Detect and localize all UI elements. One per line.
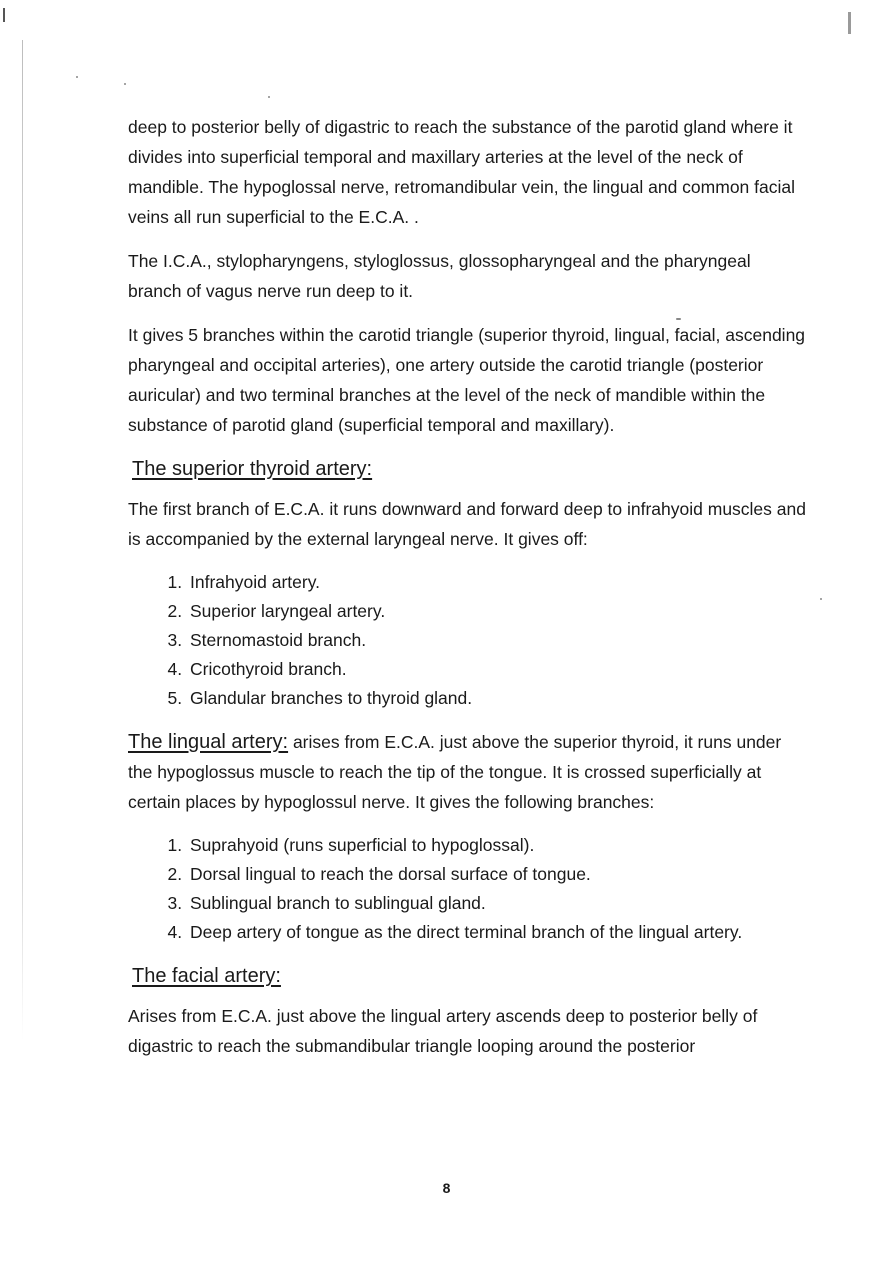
paragraph-eca-branches: It gives 5 branches within the carotid triangle (superior thyroid, lingual, facial, ascending pharyngeal and occipital arteries), one artery outside the carotid triangle (posterior auricular) and two terminal branches at the level of the neck of mandible within the substance of parotid gland (superficial temporal and maxillary). bbox=[128, 325, 806, 435]
heading-facial-artery: The facial artery: bbox=[132, 965, 281, 987]
paragraph-eca-deep-relations: The I.C.A., stylopharyngens, styloglossus, glossopharyngeal and the pharyngeal branch of vagus nerve run deep to it. bbox=[128, 251, 751, 301]
paragraph-lingual-artery bbox=[128, 727, 808, 817]
heading-lingual-artery: The lingual artery: bbox=[128, 731, 289, 753]
list-lingual-branches bbox=[128, 831, 808, 947]
document-body bbox=[128, 112, 808, 1075]
scan-corner-mark bbox=[848, 12, 851, 34]
list-item: 3. Sternomastoid branch. bbox=[187, 626, 808, 655]
list-item: 4. Deep artery of tongue as the direct terminal branch of the lingual artery. bbox=[187, 918, 808, 947]
list-item: 5. Glandular branches to thyroid gland. bbox=[187, 684, 808, 713]
list-item: 1. Infrahyoid artery. bbox=[187, 568, 808, 597]
scan-speck bbox=[820, 598, 822, 600]
paragraph-facial-artery: Arises from E.C.A. just above the lingual artery ascends deep to posterior belly of digastric to reach the submandibular triangle looping around the posterior bbox=[128, 1006, 758, 1056]
scan-binding-line bbox=[22, 40, 23, 1040]
list-item: 4. Cricothyroid branch. bbox=[187, 655, 808, 684]
scan-speck bbox=[268, 96, 270, 98]
heading-superior-thyroid-artery: The superior thyroid artery: bbox=[132, 458, 373, 480]
list-item: 2. Superior laryngeal artery. bbox=[187, 597, 808, 626]
paragraph-eca-course: deep to posterior belly of digastric to reach the substance of the parotid gland where it divides into superficial temporal and maxillary arteries at the level of the neck of mandible. The hypoglossal nerve, retromandibular vein, the lingual and common facial veins all run superficial to the E.C.A. . bbox=[128, 117, 795, 227]
lingual-artery-text: arises from E.C.A. just above the superior thyroid, it runs under the hypoglossus muscle to reach the tip of the tongue. It is crossed superficially at certain places by hypoglossul nerve. It gives the following branches: bbox=[128, 732, 782, 812]
scan-edge-mark bbox=[3, 8, 5, 22]
list-item: 3. Sublingual branch to sublingual gland. bbox=[187, 889, 808, 918]
list-superior-thyroid-branches bbox=[128, 568, 808, 713]
scan-speck bbox=[76, 76, 78, 78]
scan-speck bbox=[124, 83, 126, 85]
list-item: 1. Suprahyoid (runs superficial to hypoglossal). bbox=[187, 831, 808, 860]
paragraph-superior-thyroid: The first branch of E.C.A. it runs downward and forward deep to infrahyoid muscles and is accompanied by the external laryngeal nerve. It gives off: bbox=[128, 499, 806, 549]
page-number: 8 bbox=[442, 1180, 451, 1196]
list-item: 2. Dorsal lingual to reach the dorsal surface of tongue. bbox=[187, 860, 808, 889]
